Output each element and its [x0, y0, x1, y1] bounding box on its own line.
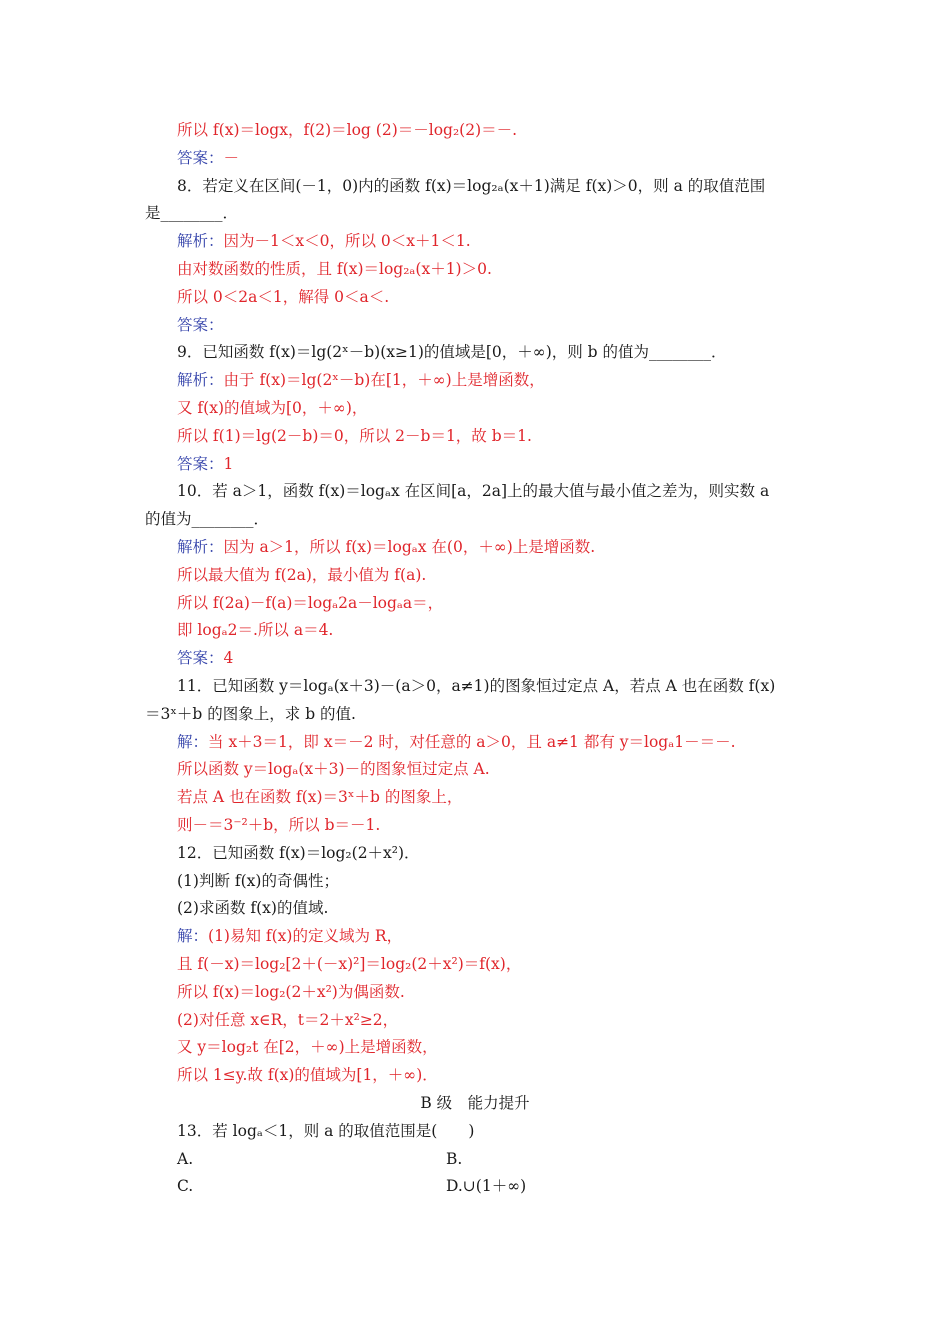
text-line: (2)对任意 x∈R，t＝2＋x²≥2， — [177, 1010, 399, 1029]
text-line: 的值为________． — [145, 510, 270, 529]
line-body: 1 — [223, 454, 234, 473]
text-line: 13．若 logₐ＜1，则 a 的取值范围是( ) — [177, 1121, 475, 1140]
text-line: 所以 1≤y.故 f(x)的值域为[1，＋∞)． — [177, 1066, 438, 1085]
line-body: 因为 a＞1，所以 f(x)＝logₐx 在(0，＋∞)上是增函数. — [223, 538, 596, 556]
text-line: 则－＝3⁻²＋b，所以 b＝－1. — [177, 816, 381, 834]
text-line: 所以 0＜2a＜1，解得 0＜a＜. — [177, 287, 390, 306]
line-body: － — [223, 148, 240, 167]
line-label: 答案： — [177, 315, 224, 334]
text-line: 所以 f(2a)－f(a)＝logₐ2a－logₐa＝， — [177, 593, 444, 612]
line-body: 4 — [223, 649, 234, 668]
text-line — [177, 231, 471, 251]
line-body: 当 x＋3＝1，即 x＝－2 时，对任意的 a＞0，且 a≠1 都有 y＝logₐ1－＝－. — [208, 732, 736, 751]
text-line: 即 logₐ2＝.所以 a＝4. — [177, 621, 334, 640]
text-line: 11．已知函数 y＝logₐ(x＋3)－(a＞0，a≠1)的图象恒过定点 A，若点 A 也在函数 f(x) — [177, 677, 776, 695]
line-label: 解： — [177, 732, 209, 751]
text-line: (1)判断 f(x)的奇偶性； — [177, 871, 339, 890]
text-line: ＝3ˣ＋b 的图象上，求 b 的值. — [145, 704, 356, 723]
text-line: 所以 f(1)＝lg(2－b)＝0，所以 2－b＝1，故 b＝1. — [177, 426, 532, 445]
line-label: 解： — [177, 927, 209, 946]
option-left: C. — [177, 1177, 194, 1196]
line-label: 答案： — [177, 148, 224, 167]
text-line: 又 y＝log₂t 在[2，＋∞)上是增函数， — [177, 1038, 438, 1057]
text-line: 所以函数 y＝logₐ(x＋3)－的图象恒过定点 A. — [177, 760, 490, 779]
text-line: 所以 f(x)＝log₂(2＋x²)为偶函数. — [177, 982, 405, 1001]
text-line: 又 f(x)的值域为[0，＋∞)， — [177, 399, 368, 417]
text-line — [177, 926, 402, 946]
text-line: (2)求函数 f(x)的值域. — [177, 899, 329, 918]
line-label: 解析： — [177, 232, 224, 251]
option-left: A. — [177, 1149, 194, 1168]
text-line: 由对数函数的性质，且 f(x)＝log₂ₐ(x＋1)＞0. — [177, 260, 492, 278]
text-line: 所以 f(x)＝logx，f(2)＝log (2)＝－log₂(2)＝－. — [177, 121, 518, 139]
text-line: 10．若 a＞1，函数 f(x)＝logₐx 在区间[a，2a]上的最大值与最小值之差为，则实数 a — [177, 482, 770, 501]
text-line — [177, 537, 595, 557]
line-label: 答案： — [177, 454, 224, 473]
text-line: 所以最大值为 f(2a)，最小值为 f(a). — [177, 565, 427, 584]
option-right: D.∪(1＋∞) — [446, 1177, 527, 1196]
line-body: 因为－1＜x＜0，所以 0＜x＋1＜1. — [223, 232, 471, 251]
text-line: 且 f(－x)＝log₂[2＋(－x)²]＝log₂(2＋x²)＝f(x)， — [177, 955, 522, 973]
text-line — [177, 148, 239, 168]
text-line: 9．已知函数 f(x)＝lg(2ˣ－b)(x≥1)的值域是[0，＋∞)，则 b 的值为________． — [177, 343, 727, 362]
line-label: 解析： — [177, 538, 224, 556]
text-line: B 级 能力提升 — [420, 1094, 530, 1112]
line-body: (1)易知 f(x)的定义域为 R， — [208, 927, 403, 946]
line-label: 答案： — [177, 649, 224, 668]
text-line — [177, 454, 233, 474]
text-line: 是________． — [145, 204, 239, 223]
text-line: 12．已知函数 f(x)＝log₂(2＋x²)． — [177, 843, 420, 862]
option-right: B. — [446, 1149, 463, 1168]
text-line — [177, 648, 233, 668]
line-body: 由于 f(x)＝lg(2ˣ－b)在[1，＋∞)上是增函数， — [223, 371, 545, 390]
line-label: 解析： — [177, 371, 224, 390]
text-line: 8．若定义在区间(－1，0)内的函数 f(x)＝log₂ₐ(x＋1)满足 f(x)＞0，则 a 的取值范围 — [177, 176, 766, 195]
text-line — [177, 315, 224, 335]
text-line: 若点 A 也在函数 f(x)＝3ˣ＋b 的图象上， — [177, 788, 463, 807]
text-line — [177, 732, 736, 752]
text-line — [177, 370, 545, 390]
